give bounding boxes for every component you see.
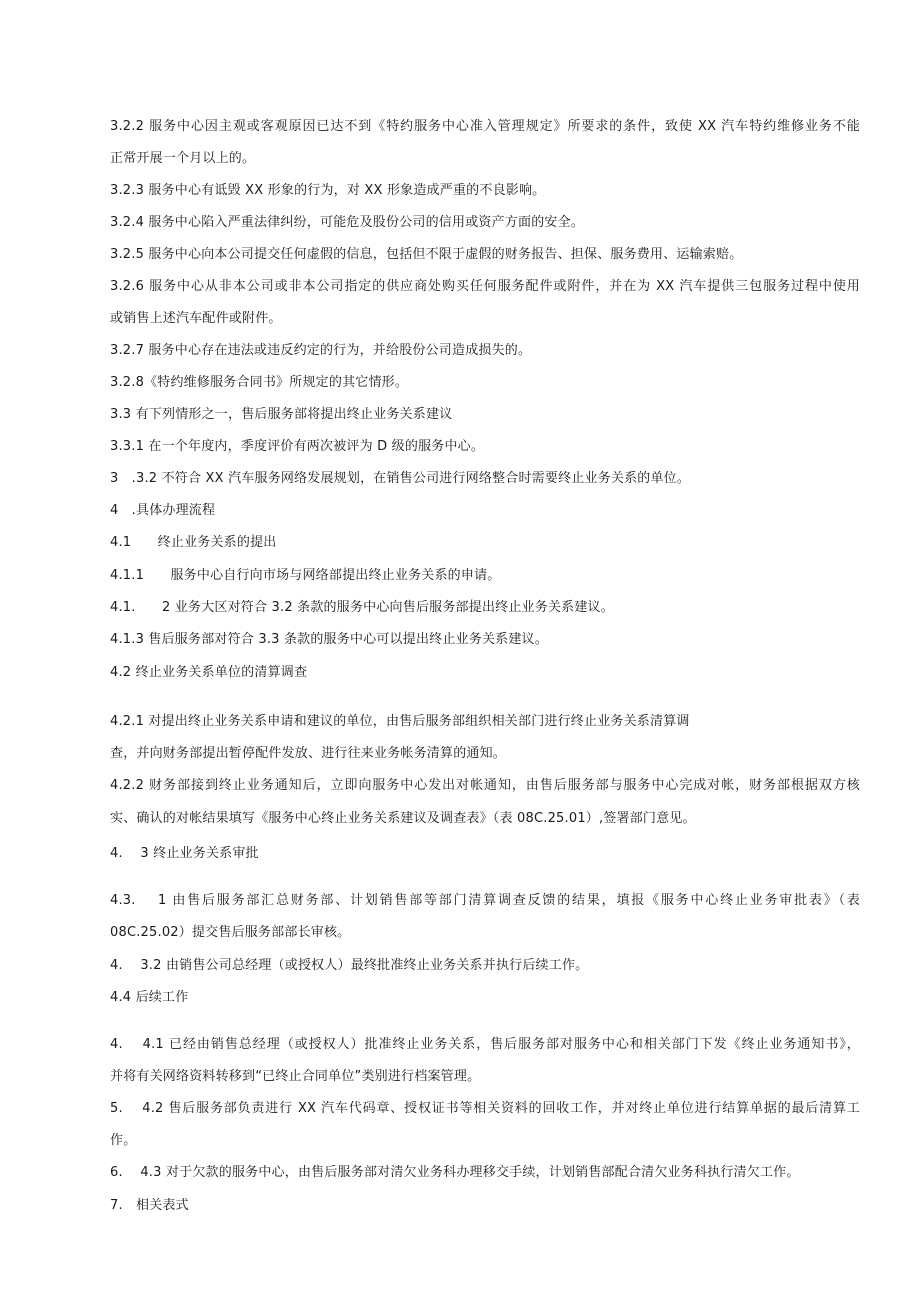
para-3-2-4: 3.2.4 服务中心陷入严重法律纠纷，可能危及股份公司的信用或资产方面的安全。 xyxy=(110,215,585,230)
para-4-3-1-line1: 4.3. 1 由售后服务部汇总财务部、计划销售部等部门清算调查反馈的结果，填报《服务中心终止业务审批表》（表 xyxy=(110,893,860,908)
heading-4-1: 4.1 终止业务关系的提出 xyxy=(110,535,277,550)
para-4-4-1-line2: 并将有关网络资料转移到“已终止合同单位”类别进行档案管理。 xyxy=(110,1069,481,1084)
para-4-1-1: 4.1.1 服务中心自行向市场与网络部提出终止业务关系的申请。 xyxy=(110,568,501,583)
heading-4-3: 4. 3 终止业务关系审批 xyxy=(110,846,259,861)
para-3-3-2: 3 .3.2 不符合 XX 汽车服务网络发展规划，在销售公司进行网络整合时需要终止业务关系的单位。 xyxy=(110,471,691,486)
para-4-4-3: 6. 4.3 对于欠款的服务中心，由售后服务部对清欠业务科办理移交手续，计划销售部配合清欠业务科执行清欠工作。 xyxy=(110,1165,800,1180)
heading-3-3: 3.3 有下列情形之一，售后服务部将提出终止业务关系建议 xyxy=(110,407,453,422)
heading-4: 4 .具体办理流程 xyxy=(110,503,216,518)
heading-7: 7. 相关表式 xyxy=(110,1198,189,1213)
para-4-2-2-line1: 4.2.2 财务部接到终止业务通知后，立即向服务中心发出对帐通知，由售后服务部与服务中心完成对帐，财务部根据双方核 xyxy=(110,778,860,793)
para-4-1-3: 4.1.3 售后服务部对符合 3.3 条款的服务中心可以提出终止业务关系建议。 xyxy=(110,632,548,647)
para-3-2-3: 3.2.3 服务中心有诋毁 XX 形象的行为，对 XX 形象造成严重的不良影响。 xyxy=(110,183,546,198)
para-3-2-2-line2: 正常开展一个月以上的。 xyxy=(110,151,256,166)
para-4-3-1-line2: 08C.25.02）提交售后服务部部长审核。 xyxy=(110,925,351,940)
para-4-2-1-line2: 查，并向财务部提出暂停配件发放、进行往来业务帐务清算的通知。 xyxy=(110,746,507,761)
para-4-4-2-line1: 5. 4.2 售后服务部负责进行 XX 汽车代码章、授权证书等相关资料的回收工作，并对终止单位进行结算单据的最后清算工 xyxy=(110,1101,860,1116)
heading-4-4: 4.4 后续工作 xyxy=(110,990,189,1005)
para-3-2-5: 3.2.5 服务中心向本公司提交任何虚假的信息，包括但不限于虚假的财务报告、担保、服务费用、运输索赔。 xyxy=(110,247,743,262)
para-3-2-2-line1: 3.2.2 服务中心因主观或客观原因已达不到《特约服务中心准入管理规定》所要求的条件，致使 XX 汽车特约维修业务不能 xyxy=(110,119,860,134)
para-4-4-1-line1: 4. 4.1 已经由销售总经理（或授权人）批准终止业务关系，售后服务部对服务中心和相关部门下发《终止业务通知书》， xyxy=(110,1037,860,1052)
para-4-2-2-line2: 实、确认的对帐结果填写《服务中心终止业务关系建议及调查表》（表 08C.25.01）,签署部门意见。 xyxy=(110,811,696,826)
para-3-3-1: 3.3.1 在一个年度内，季度评价有两次被评为 D 级的服务中心。 xyxy=(110,439,485,454)
para-3-2-7: 3.2.7 服务中心存在违法或违反约定的行为，并给股份公司造成损失的。 xyxy=(110,343,532,358)
para-4-1-2: 4.1. 2 业务大区对符合 3.2 条款的服务中心向售后服务部提出终止业务关系建议。 xyxy=(110,600,614,615)
para-4-2-1-line1: 4.2.1 对提出终止业务关系申请和建议的单位，由售后服务部组织相关部门进行终止业务关系清算调 xyxy=(110,714,690,729)
para-3-2-8: 3.2.8《特约维修服务合同书》所规定的其它情形。 xyxy=(110,375,409,390)
heading-4-2: 4.2 终止业务关系单位的清算调查 xyxy=(110,665,308,680)
para-4-3-2: 4. 3.2 由销售公司总经理（或授权人）最终批准终止业务关系并执行后续工作。 xyxy=(110,958,589,973)
para-3-2-6-line1: 3.2.6 服务中心从非本公司或非本公司指定的供应商处购买任何服务配件或附件，并在为 XX 汽车提供三包服务过程中使用 xyxy=(110,279,860,294)
para-4-4-2-line2: 作。 xyxy=(110,1133,137,1148)
para-3-2-6-line2: 或销售上述汽车配件或附件。 xyxy=(110,311,282,326)
